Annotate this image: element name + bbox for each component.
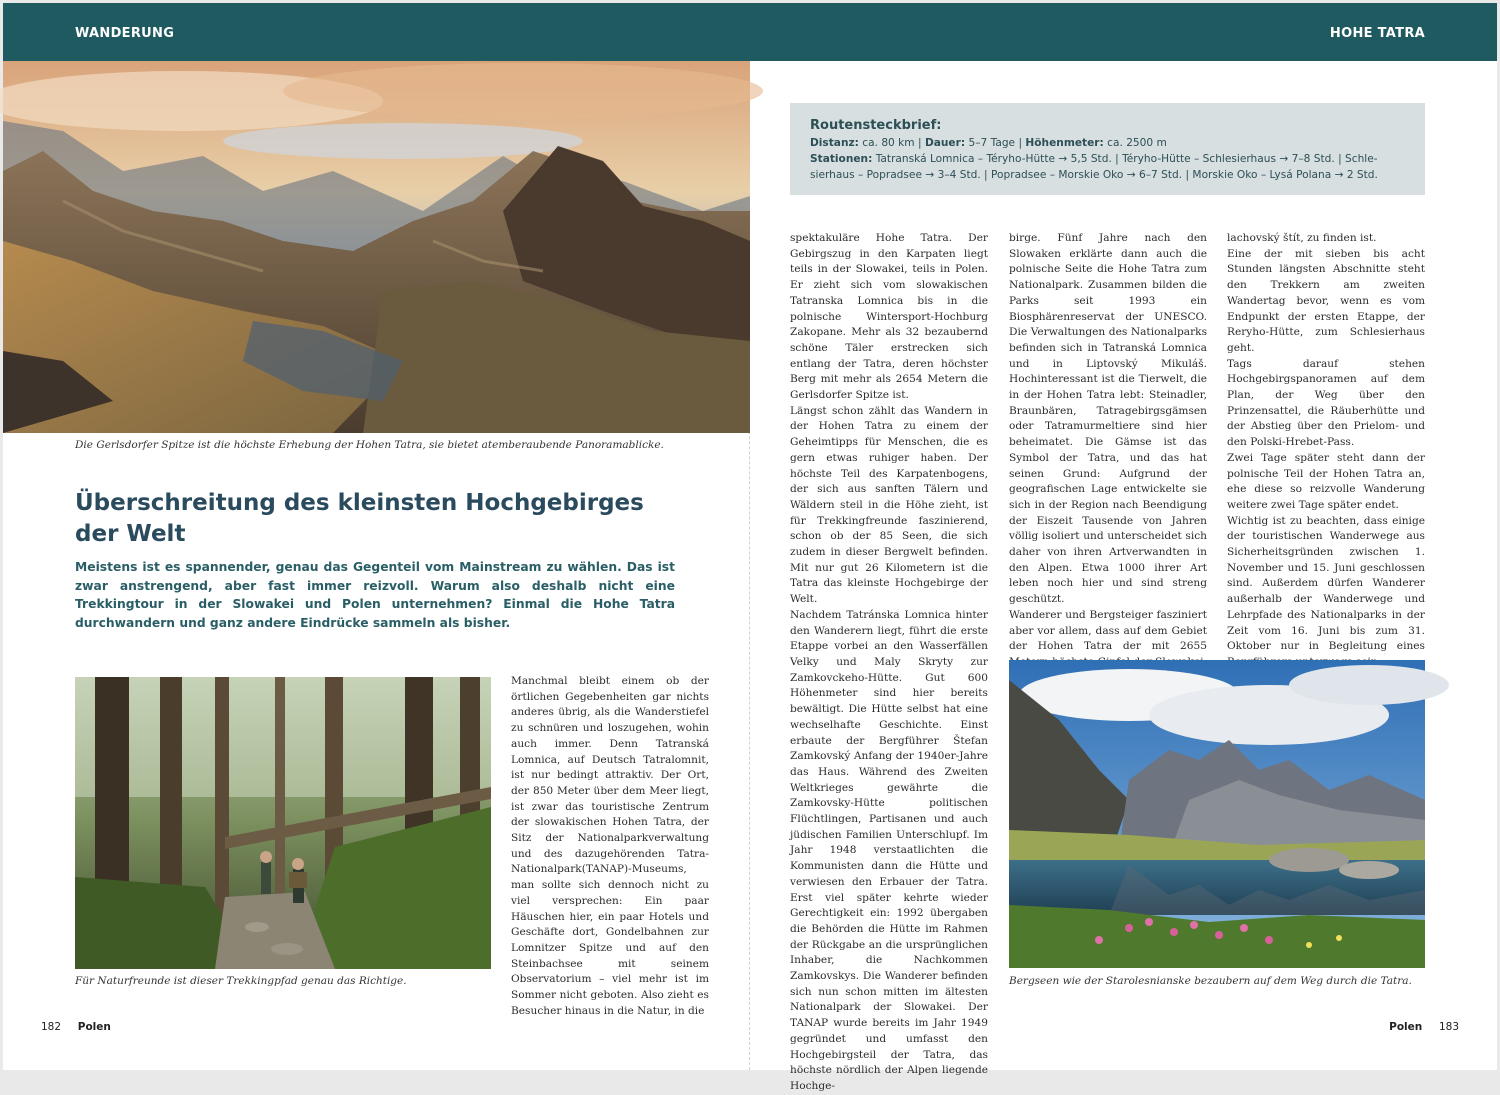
section-label-right: HOHE TATRA [1329, 26, 1425, 41]
duration-label: Dauer: [924, 137, 966, 149]
paragraph: Längst schon zählt das Wandern in der Hohen Tatra zu einem der Geheimtipps für Menschen, die es gern etwas ruhiger haben. Der höchste Teil des Karpatenbogens, der sich aus sanften Tälern und Wäldern steil in die Höhe zieht, ist für Trekkingfreunde faszinierend, schon ob der 85 Seen, die sich zudem in dieser Bergwelt befinden. Mit nur gut 26 Kilometern ist die Tatra das kleinste Hochgebirge der Welt. [790, 404, 988, 606]
article-lead: Meistens ist es spannender, genau das Gegenteil vom Mainstream zu wählen. Das ist zwar anstrengend, aber fast immer reizvoll. Warum also deshalb nicht eine Trekkingtour in der Slowakei und Polen unternehmen? Einmal die Hohe Tatra durchwandern und ganz andere Eindrücke sammeln als bisher. [75, 560, 675, 630]
paragraph: Nachdem Tatránska Lomnica hinter den Wanderern liegt, führt die erste Etappe vorbei an den Wasserfällen Velky und Maly Skryty zur Zamkovckeho-Hütte. Gut 600 Höhenmeter sind hier bereits bewältigt. Die Hütte selbst hat eine wechselhafte Geschichte. Einst erbaute der Bergführer Štefan Zamkovský Anfang der 1940er-Jahre das Haus. Während des Zweiten Weltkrieges gewährte die Zamkovsky-Hütte politischen Flüchtlingen, Partisanen und auch jüdischen Familien Unterschlupf. Im Jahr 1948 verstaatlichten die Kommunisten dann die Hütte und verwiesen den Erbauer der Tatra. Erst viel später kehrte wieder Gerechtigkeit ein: 1992 übergaben die Behörden die Hütte im Rahmen der Rückgabe an die ursprünglichen Inhaber, die Nachkommen Zamkovskys. Die Wanderer befinden sich nun schon mitten im ältesten Nationalpark der Slowakei. Der TANAP wurde bereits im Jahr 1949 gegründet und umfasst den Hochgebirgsteil der Tatra, das höchste nördlich der Alpen liegende Hochge- [790, 608, 988, 1092]
footer-right [1389, 1021, 1459, 1033]
route-summary-line [810, 135, 1405, 151]
section-header-bar [3, 3, 1497, 61]
separator: | [918, 137, 922, 149]
text-column-4 [1227, 231, 1425, 653]
distance-value: ca. 80 km [862, 137, 915, 149]
paragraph: Wichtig ist zu beachten, dass einige der touristischen Wanderwege aus Sicherheitsgründen zwischen 1. November und 15. Juni geschlossen sind. Außerdem dürfen Wanderer außerhalb der Wanderwege und Lehrpfade des Nationalparks in der Zeit vom 16. Juni bis zum 31. Oktober nur in Begleitung eines [1227, 514, 1425, 653]
footer-left [41, 1021, 111, 1033]
text-column-2 [790, 231, 988, 1092]
caption-lake: Bergseen wie der Starolesnianske bezaubern auf dem Weg durch die Tatra. [1009, 975, 1412, 987]
section-label-left: WANDERUNG [75, 26, 175, 41]
stations-text-1: Tatranská Lomnica – Téryho-Hütte → 5,5 Std. | Téryho-Hütte – Schlesierhaus → 7–8 Std. | Schle- [875, 153, 1378, 165]
paragraph: Manchmal bleibt einem ob der örtlichen Gegebenheiten gar nichts anderes übrig, als die Wanderstiefel zu schnüren und loszugehen, wohin auch immer. Denn Tatranská Lomnica, auf Deutsch Tatralomnit, ist nur bedingt attraktiv. Der Ort, der 850 Meter über dem Meer liegt, ist zwar das touristische Zentrum der slowakischen Hohen Tatra, der Sitz der Nationalparkverwaltung und des dazugehörenden Tatra-Nationalpark(TANAP)-Museums, man sollte sich dennoch nicht zu viel versprechen: Ein paar Häuschen hier, ein paar Hotels und Geschäfte dort, Gondelbahnen zur Lomnitzer Spitze und auf den Steinbachsee mit seinem Observatorium – viel mehr ist im Sommer nicht geboten. Also zieht es Besucher hinaus in die Natur, in die [511, 675, 709, 1017]
text-column-3 [1009, 231, 1207, 653]
paragraph: Zwei Tage später steht dann der polnische Teil der Hohen Tatra an, ehe diese so reizvolle Wanderung weitere zwei Tage später endet. [1227, 451, 1425, 511]
paragraph: birge. Fünf Jahre nach den Slowaken erklärte dann auch die polnische Seite die Hohe Tatra zum Nationalpark. Zusammen bilden die Parks seit 1993 ein Biosphärenreservat der UNESCO. Die Verwaltungen des Nationalparks befinden sich in Tatranská Lomnica und in Liptovský Mikuláš. Hochinteressant ist die Tierwelt, die in der Hohen Tatra lebt: Steinadler, Braunbären, Tatragebirgsgämsen oder Tatramurmeltiere sind hier beheimatet. Die Gämse ist das Symbol der Tatra, und das hat seinen Grund: Aufgrund der geografischen Lage entwickelte sie sich in der Region nach Beendigung der Eiszeit Tausende von Jahren völlig isoliert und unterscheidet sich daher von ihren Artverwandten in den Alpen. Etwa 1000 ihrer Art leben noch hier und sind streng geschützt. [1009, 232, 1207, 606]
text-column-1 [511, 674, 709, 1017]
mountain-panorama-photo [3, 61, 750, 433]
stations-label: Stationen: [810, 153, 873, 165]
duration-value: 5–7 Tage [968, 137, 1016, 149]
page-number-right: 183 [1438, 1021, 1459, 1033]
route-stations-line [810, 151, 1405, 167]
paragraph: Wanderer und Bergsteiger fasziniert aber vor allem, dass auf dem Gebiet der Hohen Tatra der mit 2655 [1009, 608, 1207, 653]
caption-forest: Für Naturfreunde ist dieser Trekkingpfad genau das Richtige. [75, 975, 407, 987]
elevation-label: Höhenmeter: [1025, 137, 1104, 149]
distance-label: Distanz: [810, 137, 859, 149]
paragraph: Tags darauf stehen Hochgebirgspanoramen auf dem Plan, der Weg über den Prinzensattel, die Räuberhütte und der Abstieg über den Prielom- und den Polski-Hrebet-Pass. [1227, 357, 1425, 449]
footer-title-left: Polen [77, 1021, 111, 1033]
elevation-value: ca. 2500 m [1107, 137, 1167, 149]
mountain-lake-photo [1009, 660, 1425, 968]
route-info-title: Routensteckbrief: [810, 118, 942, 133]
caption-panorama: Die Gerlsdorfer Spitze ist die höchste Erhebung der Hohen Tatra, sie bietet atemberaubende Panoramablicke. [75, 439, 664, 451]
footer-title-right: Polen [1389, 1021, 1423, 1033]
magazine-spread [3, 3, 1497, 1092]
article-headline: Überschreitung des kleinsten Hochgebirges der Welt [75, 490, 644, 547]
paragraph: Eine der mit sieben bis acht Stunden längsten Abschnitte steht den Trekkern am zweiten Wandertag bevor, wenn es vom Endpunkt der ersten Etappe, der Reryho-Hütte, zum Schlesierhaus geht. [1227, 247, 1425, 354]
separator: | [1018, 137, 1023, 149]
paragraph: spektakuläre Hohe Tatra. Der Gebirgszug in den Karpaten liegt teils in der Slowakei, teils in Polen. Er zieht sich vom slowakischen Tatranska Lomnica bis in die polnische Wintersport-Hochburg Zakopane. Mehr als 32 bezaubernd schöne Täler erstrecken sich entlang der Tatra, deren höchster Berg mit mehr als 2654 Metern die Gerlsdorfer Spitze ist. [790, 232, 988, 402]
page-number-left: 182 [41, 1021, 62, 1033]
paragraph: lachovský štít, zu finden ist. [1227, 232, 1377, 244]
route-stations-line-2: sierhaus – Popradsee → 3–4 Std. | Popradsee – Morskie Oko → 6–7 Std. | Morskie Oko – Lysá Polana → 2 Std. [810, 169, 1378, 181]
forest-trail-photo [75, 677, 491, 969]
route-info-box [790, 103, 1425, 195]
